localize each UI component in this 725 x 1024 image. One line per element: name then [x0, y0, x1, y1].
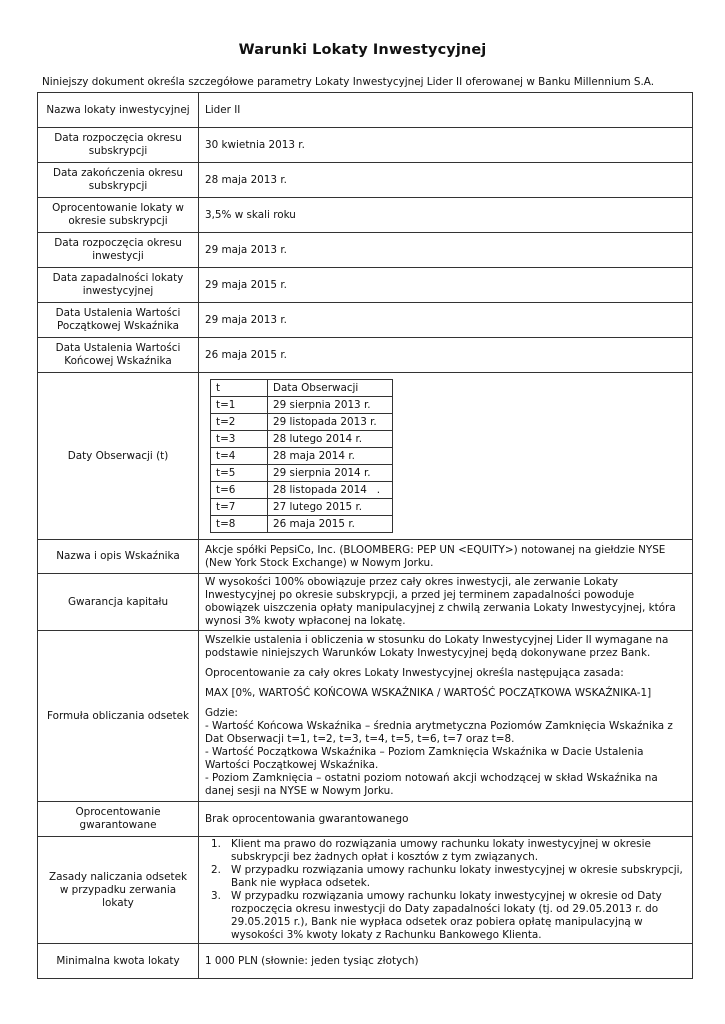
- formula-definition: - Wartość Początkowa Wskaźnika – Poziom Zamknięcia Wskaźnika w Dacie Ustalenia Wartości Początkowej Wskaźnika.: [205, 746, 644, 771]
- table-row: [38, 163, 693, 198]
- table-row: [38, 802, 693, 837]
- observation-t: t=7: [211, 499, 268, 516]
- table-row: [38, 540, 693, 574]
- observation-t: t=5: [211, 465, 268, 482]
- observation-row: [211, 397, 393, 414]
- table-row: [38, 631, 693, 802]
- termination-rules-list: [205, 838, 686, 942]
- row-label: Minimalna kwota lokaty: [38, 944, 199, 979]
- row-value: 1 000 PLN (słownie: jeden tysiąc złotych): [199, 944, 693, 979]
- formula-definition: - Poziom Zamknięcia – ostatni poziom notowań akcji wchodzącej w skład Wskaźnika na danej sesji na NYSE w Nowym Jorku.: [205, 772, 658, 797]
- row-label: Data Ustalenia Wartości Końcowej Wskaźnika: [38, 338, 199, 373]
- observation-row: [211, 482, 393, 499]
- row-value: [199, 837, 693, 944]
- row-value: 30 kwietnia 2013 r.: [199, 128, 693, 163]
- terms-table: [37, 92, 693, 979]
- table-row: [38, 944, 693, 979]
- formula-paragraph: Oprocentowanie za cały okres Lokaty Inwestycyjnej określa następująca zasada:: [205, 667, 624, 679]
- formula-expression: MAX [0%, WARTOŚĆ KOŃCOWA WSKAŹNIKA / WARTOŚĆ POCZĄTKOWA WSKAŹNIKA-1]: [205, 687, 652, 699]
- observation-row: [211, 414, 393, 431]
- observation-t: t=3: [211, 431, 268, 448]
- list-item: 2. W przypadku rozwiązania umowy rachunku lokaty inwestycyjnej w okresie subskrypcji, Bank nie wypłaca odsetek.: [211, 864, 683, 889]
- observation-row: [211, 516, 393, 533]
- observation-header-row: [211, 380, 393, 397]
- row-value: 29 maja 2013 r.: [199, 233, 693, 268]
- row-label: Formuła obliczania odsetek: [38, 631, 199, 802]
- observation-date: 29 listopada 2013 r.: [268, 414, 393, 431]
- row-label: Gwarancja kapitału: [38, 574, 199, 631]
- row-label: Nazwa lokaty inwestycyjnej: [38, 93, 199, 128]
- row-value: 3,5% w skali roku: [199, 198, 693, 233]
- row-value: [199, 373, 693, 540]
- row-value: 29 maja 2015 r.: [199, 268, 693, 303]
- table-row: [38, 373, 693, 540]
- observation-t: t=2: [211, 414, 268, 431]
- header-date: Data Obserwacji: [268, 380, 393, 397]
- table-row: [38, 128, 693, 163]
- table-row: [38, 233, 693, 268]
- table-row: [38, 303, 693, 338]
- row-label: Daty Obserwacji (t): [38, 373, 199, 540]
- table-row: [38, 837, 693, 944]
- row-value: Akcje spółki PepsiCo, Inc. (BLOOMBERG: PEP UN <EQUITY>) notowanej na giełdzie NYSE (New York Stock Exchange) w Nowym Jorku.: [199, 540, 693, 574]
- observation-row: [211, 499, 393, 516]
- table-row: [38, 198, 693, 233]
- list-item: 3. W przypadku rozwiązania umowy rachunku lokaty inwestycyjnej w okresie od Daty rozpoczęcia okresu inwestycji do Daty zapadalności lokaty (tj. od 29.05.2013 r. do 29.05.2015 r.), Bank nie wypłaca odsetek oraz pobiera opłatę manipulacyjną w wysokości 3% kwoty lokaty z Rachunku Bankowego Klienta.: [211, 890, 662, 941]
- table-row: [38, 574, 693, 631]
- observation-t: t=6: [211, 482, 268, 499]
- row-value: [199, 631, 693, 802]
- observation-dates-table: [210, 379, 393, 533]
- observation-date: 28 listopada 2014 .: [268, 482, 393, 499]
- row-label: Nazwa i opis Wskaźnika: [38, 540, 199, 574]
- observation-date: 28 maja 2014 r.: [268, 448, 393, 465]
- row-label: Zasady naliczania odsetek w przypadku zerwania lokaty: [38, 837, 199, 944]
- row-value: 29 maja 2013 r.: [199, 303, 693, 338]
- observation-t: t=1: [211, 397, 268, 414]
- row-value: 28 maja 2013 r.: [199, 163, 693, 198]
- list-item: 1. Klient ma prawo do rozwiązania umowy rachunku lokaty inwestycyjnej w okresie subskrypcji bez żadnych opłat i kosztów z tym związanych.: [211, 838, 651, 863]
- table-row: [38, 93, 693, 128]
- row-label: Data rozpoczęcia okresu inwestycji: [38, 233, 199, 268]
- observation-date: 28 lutego 2014 r.: [268, 431, 393, 448]
- observation-row: [211, 431, 393, 448]
- row-value: Brak oprocentowania gwarantowanego: [199, 802, 693, 837]
- header-t: t: [211, 380, 268, 397]
- intro-text: Niniejszy dokument określa szczegółowe parametry Lokaty Inwestycyjnej Lider II oferowanej w Banku Millennium S.A.: [42, 76, 655, 88]
- document-title: Warunki Lokaty Inwestycyjnej: [238, 42, 487, 58]
- table-row: [38, 268, 693, 303]
- formula-definition: - Wartość Końcowa Wskaźnika – średnia arytmetyczna Poziomów Zamknięcia Wskaźnika z Dat Obserwacji t=1, t=2, t=3, t=4, t=5, t=6, t=7 oraz t=8.: [205, 720, 673, 745]
- row-label: Data zakończenia okresu subskrypcji: [38, 163, 199, 198]
- row-value: Lider II: [199, 93, 693, 128]
- observation-row: [211, 465, 393, 482]
- row-label: Oprocentowanie gwarantowane: [38, 802, 199, 837]
- observation-date: 29 sierpnia 2013 r.: [268, 397, 393, 414]
- observation-date: 27 lutego 2015 r.: [268, 499, 393, 516]
- formula-where: Gdzie:: [205, 707, 238, 719]
- table-row: [38, 338, 693, 373]
- row-label: Data Ustalenia Wartości Początkowej Wskaźnika: [38, 303, 199, 338]
- row-label: Oprocentowanie lokaty w okresie subskrypcji: [38, 198, 199, 233]
- row-value: 26 maja 2015 r.: [199, 338, 693, 373]
- row-value: W wysokości 100% obowiązuje przez cały okres inwestycji, ale zerwanie Lokaty Inwestycyjnej po okresie subskrypcji, a przed jej terminem zapadalności powoduje obowiązek uiszczenia opłaty manipulacyjnej z chwilą zerwania Lokaty Inwestycyjnej, która wynosi 3% kwoty wpłaconej na lokatę.: [199, 574, 693, 631]
- row-label: Data zapadalności lokaty inwestycyjnej: [38, 268, 199, 303]
- observation-row: [211, 448, 393, 465]
- formula-paragraph: Wszelkie ustalenia i obliczenia w stosunku do Lokaty Inwestycyjnej Lider II wymagane na podstawie niniejszych Warunków Lokaty Inwestycyjnej będą dokonywane przez Bank.: [205, 634, 669, 659]
- observation-date: 29 sierpnia 2014 r.: [268, 465, 393, 482]
- observation-t: t=4: [211, 448, 268, 465]
- observation-t: t=8: [211, 516, 268, 533]
- observation-date: 26 maja 2015 r.: [268, 516, 393, 533]
- row-label: Data rozpoczęcia okresu subskrypcji: [38, 128, 199, 163]
